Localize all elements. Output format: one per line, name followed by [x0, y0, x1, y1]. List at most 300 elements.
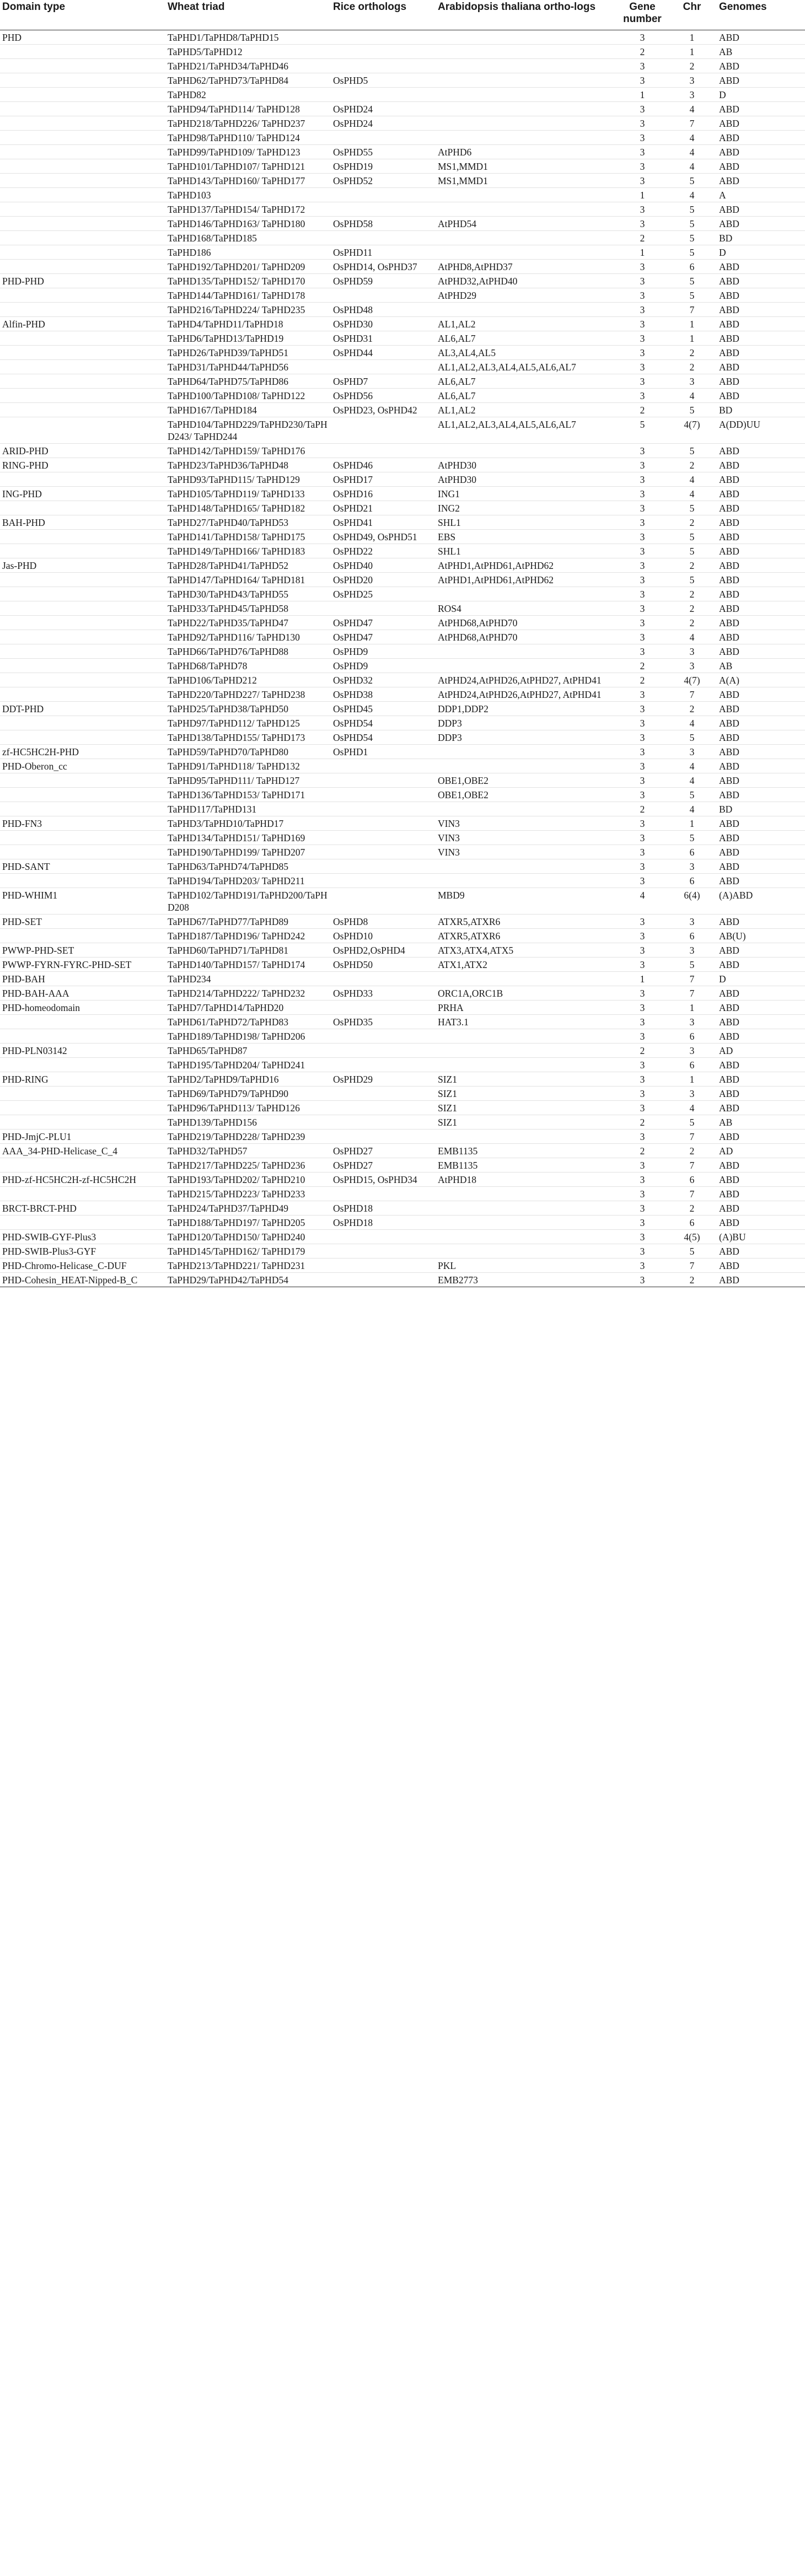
- cell-rice-orthologs: [331, 1230, 436, 1244]
- cell-gene-number: 3: [618, 73, 667, 88]
- table-row: [0, 245, 805, 260]
- cell-gene-number: 3: [618, 116, 667, 131]
- header-row: [0, 0, 805, 30]
- cell-genomes: D: [717, 972, 805, 986]
- cell-chr: 5: [667, 403, 717, 417]
- cell-wheat-triad: TaPHD94/TaPHD114/ TaPHD128: [165, 102, 331, 116]
- orthologs-table: [0, 0, 805, 1287]
- header-wheat-triad: Wheat triad: [165, 0, 331, 30]
- cell-gene-number: 3: [618, 145, 667, 159]
- cell-wheat-triad: TaPHD33/TaPHD45/TaPHD58: [165, 601, 331, 616]
- cell-genomes: ABD: [717, 759, 805, 773]
- table-row: [0, 389, 805, 403]
- cell-gene-number: 3: [618, 1015, 667, 1029]
- cell-gene-number: 2: [618, 1115, 667, 1130]
- cell-wheat-triad: TaPHD105/TaPHD119/ TaPHD133: [165, 487, 331, 501]
- cell-chr: 2: [667, 702, 717, 716]
- cell-rice-orthologs: OsPHD21: [331, 501, 436, 515]
- cell-rice-orthologs: OsPHD50: [331, 958, 436, 972]
- cell-genomes: ABD: [717, 260, 805, 274]
- cell-chr: 3: [667, 1015, 717, 1029]
- table-row: [0, 472, 805, 487]
- cell-rice-orthologs: OsPHD47: [331, 616, 436, 630]
- cell-domain-type: [0, 929, 165, 943]
- cell-domain-type: [0, 202, 165, 217]
- cell-domain-type: PHD-SANT: [0, 859, 165, 874]
- table-row: [0, 217, 805, 231]
- cell-gene-number: 3: [618, 458, 667, 472]
- cell-genomes: ABD: [717, 346, 805, 360]
- cell-domain-type: [0, 616, 165, 630]
- cell-chr: 4(7): [667, 673, 717, 687]
- cell-gene-number: 3: [618, 573, 667, 587]
- table-row: [0, 360, 805, 374]
- cell-arabidopsis-orthologs: [436, 1058, 618, 1072]
- cell-rice-orthologs: OsPHD27: [331, 1158, 436, 1173]
- cell-wheat-triad: TaPHD140/TaPHD157/ TaPHD174: [165, 958, 331, 972]
- cell-domain-type: PWWP-PHD-SET: [0, 943, 165, 958]
- cell-wheat-triad: TaPHD217/TaPHD225/ TaPHD236: [165, 1158, 331, 1173]
- cell-rice-orthologs: OsPHD38: [331, 687, 436, 702]
- table-row: [0, 943, 805, 958]
- cell-wheat-triad: TaPHD147/TaPHD164/ TaPHD181: [165, 573, 331, 587]
- cell-gene-number: 3: [618, 1072, 667, 1087]
- table-row: [0, 487, 805, 501]
- cell-chr: 1: [667, 1072, 717, 1087]
- cell-chr: 5: [667, 1244, 717, 1259]
- table-row: [0, 1115, 805, 1130]
- cell-chr: 2: [667, 616, 717, 630]
- cell-rice-orthologs: [331, 802, 436, 816]
- cell-domain-type: PHD: [0, 30, 165, 45]
- cell-genomes: ABD: [717, 943, 805, 958]
- table-row: [0, 773, 805, 788]
- cell-arabidopsis-orthologs: [436, 73, 618, 88]
- cell-arabidopsis-orthologs: AL1,AL2: [436, 317, 618, 331]
- cell-wheat-triad: TaPHD21/TaPHD34/TaPHD46: [165, 59, 331, 73]
- cell-chr: 6: [667, 874, 717, 888]
- cell-chr: 2: [667, 1144, 717, 1158]
- table-row: [0, 59, 805, 73]
- cell-wheat-triad: TaPHD117/TaPHD131: [165, 802, 331, 816]
- table-row: [0, 1072, 805, 1087]
- cell-wheat-triad: TaPHD102/TaPHD191/TaPHD200/TaPHD208: [165, 888, 331, 915]
- cell-gene-number: 3: [618, 159, 667, 174]
- cell-genomes: ABD: [717, 1216, 805, 1230]
- table-row: [0, 687, 805, 702]
- cell-rice-orthologs: OsPHD41: [331, 515, 436, 530]
- cell-rice-orthologs: OsPHD44: [331, 346, 436, 360]
- cell-rice-orthologs: [331, 1044, 436, 1058]
- cell-domain-type: [0, 331, 165, 346]
- cell-chr: 6(4): [667, 888, 717, 915]
- cell-gene-number: 3: [618, 487, 667, 501]
- cell-rice-orthologs: OsPHD11: [331, 245, 436, 260]
- cell-chr: 3: [667, 73, 717, 88]
- cell-domain-type: [0, 773, 165, 788]
- cell-genomes: ABD: [717, 687, 805, 702]
- cell-rice-orthologs: OsPHD54: [331, 716, 436, 730]
- cell-rice-orthologs: [331, 231, 436, 245]
- cell-arabidopsis-orthologs: [436, 745, 618, 759]
- header-chr: Chr: [667, 0, 717, 30]
- cell-arabidopsis-orthologs: [436, 245, 618, 260]
- cell-wheat-triad: TaPHD32/TaPHD57: [165, 1144, 331, 1158]
- cell-domain-type: [0, 472, 165, 487]
- cell-gene-number: 3: [618, 389, 667, 403]
- cell-rice-orthologs: OsPHD23, OsPHD42: [331, 403, 436, 417]
- cell-domain-type: [0, 831, 165, 845]
- cell-domain-type: [0, 102, 165, 116]
- table-row: [0, 1259, 805, 1273]
- cell-chr: 3: [667, 943, 717, 958]
- table-row: [0, 1173, 805, 1187]
- cell-wheat-triad: TaPHD2/TaPHD9/TaPHD16: [165, 1072, 331, 1087]
- cell-arabidopsis-orthologs: MS1,MMD1: [436, 174, 618, 188]
- cell-gene-number: 3: [618, 217, 667, 231]
- cell-gene-number: 3: [618, 346, 667, 360]
- table-row: [0, 859, 805, 874]
- cell-gene-number: 3: [618, 444, 667, 458]
- cell-wheat-triad: TaPHD137/TaPHD154/ TaPHD172: [165, 202, 331, 217]
- cell-genomes: ABD: [717, 472, 805, 487]
- cell-arabidopsis-orthologs: [436, 1029, 618, 1044]
- cell-wheat-triad: TaPHD168/TaPHD185: [165, 231, 331, 245]
- cell-domain-type: [0, 573, 165, 587]
- cell-domain-type: [0, 1087, 165, 1101]
- table-row: [0, 88, 805, 102]
- cell-genomes: ABD: [717, 1087, 805, 1101]
- cell-genomes: ABD: [717, 444, 805, 458]
- table-row: [0, 30, 805, 45]
- table-row: [0, 444, 805, 458]
- cell-genomes: BD: [717, 231, 805, 245]
- cell-domain-type: [0, 116, 165, 131]
- cell-chr: 2: [667, 558, 717, 573]
- cell-genomes: ABD: [717, 1029, 805, 1044]
- cell-chr: 4: [667, 131, 717, 145]
- cell-arabidopsis-orthologs: [436, 303, 618, 317]
- cell-arabidopsis-orthologs: PKL: [436, 1259, 618, 1273]
- cell-rice-orthologs: [331, 288, 436, 303]
- cell-arabidopsis-orthologs: ORC1A,ORC1B: [436, 986, 618, 1001]
- cell-rice-orthologs: [331, 1187, 436, 1201]
- table-row: [0, 145, 805, 159]
- cell-domain-type: PHD-BAH: [0, 972, 165, 986]
- cell-chr: 5: [667, 501, 717, 515]
- cell-arabidopsis-orthologs: VIN3: [436, 831, 618, 845]
- cell-rice-orthologs: OsPHD40: [331, 558, 436, 573]
- cell-arabidopsis-orthologs: PRHA: [436, 1001, 618, 1015]
- cell-gene-number: 1: [618, 972, 667, 986]
- cell-chr: 4: [667, 102, 717, 116]
- cell-genomes: ABD: [717, 360, 805, 374]
- cell-rice-orthologs: OsPHD19: [331, 159, 436, 174]
- table-row: [0, 530, 805, 544]
- cell-rice-orthologs: [331, 360, 436, 374]
- table-row: [0, 673, 805, 687]
- cell-genomes: ABD: [717, 530, 805, 544]
- cell-wheat-triad: TaPHD167/TaPHD184: [165, 403, 331, 417]
- table-row: [0, 188, 805, 202]
- cell-wheat-triad: TaPHD193/TaPHD202/ TaPHD210: [165, 1173, 331, 1187]
- cell-gene-number: 3: [618, 260, 667, 274]
- cell-arabidopsis-orthologs: [436, 102, 618, 116]
- cell-rice-orthologs: OsPHD49, OsPHD51: [331, 530, 436, 544]
- table-row: [0, 131, 805, 145]
- cell-domain-type: [0, 659, 165, 673]
- cell-rice-orthologs: [331, 1130, 436, 1144]
- cell-domain-type: zf-HC5HC2H-PHD: [0, 745, 165, 759]
- cell-gene-number: 3: [618, 845, 667, 859]
- cell-chr: 6: [667, 929, 717, 943]
- cell-arabidopsis-orthologs: DDP1,DDP2: [436, 702, 618, 716]
- cell-wheat-triad: TaPHD60/TaPHD71/TaPHD81: [165, 943, 331, 958]
- cell-genomes: ABD: [717, 874, 805, 888]
- cell-genomes: ABD: [717, 816, 805, 831]
- table-row: [0, 1029, 805, 1044]
- cell-genomes: ABD: [717, 174, 805, 188]
- cell-genomes: ABD: [717, 217, 805, 231]
- header-rice-orthologs: Rice orthologs: [331, 0, 436, 30]
- cell-rice-orthologs: [331, 59, 436, 73]
- table-row: [0, 802, 805, 816]
- table-row: [0, 45, 805, 59]
- cell-gene-number: 3: [618, 501, 667, 515]
- cell-chr: 6: [667, 845, 717, 859]
- cell-chr: 5: [667, 202, 717, 217]
- cell-gene-number: 3: [618, 1029, 667, 1044]
- cell-arabidopsis-orthologs: [436, 444, 618, 458]
- cell-gene-number: 3: [618, 131, 667, 145]
- cell-domain-type: [0, 389, 165, 403]
- cell-rice-orthologs: OsPHD5: [331, 73, 436, 88]
- cell-arabidopsis-orthologs: [436, 202, 618, 217]
- table-row: [0, 1058, 805, 1072]
- cell-gene-number: 1: [618, 245, 667, 260]
- cell-genomes: ABD: [717, 587, 805, 601]
- cell-chr: 5: [667, 730, 717, 745]
- cell-gene-number: 3: [618, 1187, 667, 1201]
- cell-domain-type: [0, 417, 165, 444]
- cell-domain-type: [0, 45, 165, 59]
- cell-wheat-triad: TaPHD190/TaPHD199/ TaPHD207: [165, 845, 331, 859]
- cell-domain-type: [0, 1015, 165, 1029]
- cell-gene-number: 3: [618, 1273, 667, 1287]
- cell-rice-orthologs: [331, 202, 436, 217]
- cell-chr: 5: [667, 288, 717, 303]
- cell-arabidopsis-orthologs: AL1,AL2,AL3,AL4,AL5,AL6,AL7: [436, 360, 618, 374]
- cell-arabidopsis-orthologs: [436, 1044, 618, 1058]
- cell-rice-orthologs: OsPHD18: [331, 1216, 436, 1230]
- cell-wheat-triad: TaPHD148/TaPHD165/ TaPHD182: [165, 501, 331, 515]
- cell-wheat-triad: TaPHD136/TaPHD153/ TaPHD171: [165, 788, 331, 802]
- table-row: [0, 745, 805, 759]
- cell-gene-number: 3: [618, 986, 667, 1001]
- cell-rice-orthologs: OsPHD14, OsPHD37: [331, 260, 436, 274]
- cell-rice-orthologs: [331, 1244, 436, 1259]
- cell-genomes: ABD: [717, 274, 805, 288]
- cell-genomes: ABD: [717, 1130, 805, 1144]
- cell-rice-orthologs: OsPHD45: [331, 702, 436, 716]
- cell-genomes: ABD: [717, 1273, 805, 1287]
- cell-genomes: A: [717, 188, 805, 202]
- cell-wheat-triad: TaPHD149/TaPHD166/ TaPHD183: [165, 544, 331, 558]
- cell-arabidopsis-orthologs: OBE1,OBE2: [436, 773, 618, 788]
- cell-genomes: ABD: [717, 544, 805, 558]
- cell-genomes: ABD: [717, 487, 805, 501]
- cell-rice-orthologs: [331, 1259, 436, 1273]
- cell-gene-number: 3: [618, 943, 667, 958]
- cell-chr: 4(7): [667, 417, 717, 444]
- cell-domain-type: BRCT-BRCT-PHD: [0, 1201, 165, 1216]
- table-row: [0, 616, 805, 630]
- cell-wheat-triad: TaPHD63/TaPHD74/TaPHD85: [165, 859, 331, 874]
- header-genomes: Genomes: [717, 0, 805, 30]
- table-row: [0, 659, 805, 673]
- cell-wheat-triad: TaPHD3/TaPHD10/TaPHD17: [165, 816, 331, 831]
- cell-domain-type: [0, 587, 165, 601]
- cell-arabidopsis-orthologs: AtPHD8,AtPHD37: [436, 260, 618, 274]
- cell-arabidopsis-orthologs: SIZ1: [436, 1072, 618, 1087]
- cell-arabidopsis-orthologs: [436, 659, 618, 673]
- cell-chr: 2: [667, 515, 717, 530]
- cell-wheat-triad: TaPHD68/TaPHD78: [165, 659, 331, 673]
- cell-genomes: ABD: [717, 515, 805, 530]
- cell-arabidopsis-orthologs: DDP3: [436, 716, 618, 730]
- cell-gene-number: 3: [618, 1244, 667, 1259]
- table-row: [0, 1044, 805, 1058]
- cell-rice-orthologs: [331, 845, 436, 859]
- table-row: [0, 888, 805, 915]
- header-gene-number: Gene number: [618, 0, 667, 30]
- cell-domain-type: PHD-FN3: [0, 816, 165, 831]
- table-row: [0, 331, 805, 346]
- cell-domain-type: ING-PHD: [0, 487, 165, 501]
- cell-wheat-triad: TaPHD146/TaPHD163/ TaPHD180: [165, 217, 331, 231]
- cell-gene-number: 3: [618, 202, 667, 217]
- cell-domain-type: RING-PHD: [0, 458, 165, 472]
- cell-chr: 1: [667, 317, 717, 331]
- cell-gene-number: 3: [618, 1259, 667, 1273]
- cell-arabidopsis-orthologs: EBS: [436, 530, 618, 544]
- cell-chr: 5: [667, 544, 717, 558]
- cell-domain-type: [0, 1187, 165, 1201]
- cell-genomes: ABD: [717, 389, 805, 403]
- cell-rice-orthologs: OsPHD10: [331, 929, 436, 943]
- cell-domain-type: PHD-Chromo-Helicase_C-DUF: [0, 1259, 165, 1273]
- cell-gene-number: 3: [618, 374, 667, 389]
- cell-arabidopsis-orthologs: HAT3.1: [436, 1015, 618, 1029]
- cell-arabidopsis-orthologs: [436, 802, 618, 816]
- cell-rice-orthologs: [331, 831, 436, 845]
- cell-wheat-triad: TaPHD22/TaPHD35/TaPHD47: [165, 616, 331, 630]
- cell-gene-number: 2: [618, 403, 667, 417]
- cell-chr: 7: [667, 116, 717, 131]
- cell-gene-number: 3: [618, 30, 667, 45]
- cell-arabidopsis-orthologs: [436, 972, 618, 986]
- cell-domain-type: [0, 131, 165, 145]
- cell-gene-number: 3: [618, 303, 667, 317]
- cell-rice-orthologs: [331, 1115, 436, 1130]
- cell-gene-number: 2: [618, 1144, 667, 1158]
- cell-genomes: ABD: [717, 1187, 805, 1201]
- cell-genomes: ABD: [717, 745, 805, 759]
- cell-wheat-triad: TaPHD187/TaPHD196/ TaPHD242: [165, 929, 331, 943]
- cell-wheat-triad: TaPHD66/TaPHD76/TaPHD88: [165, 644, 331, 659]
- cell-rice-orthologs: [331, 1087, 436, 1101]
- cell-wheat-triad: TaPHD106/TaPHD212: [165, 673, 331, 687]
- cell-genomes: ABD: [717, 458, 805, 472]
- cell-genomes: ABD: [717, 788, 805, 802]
- cell-domain-type: [0, 1058, 165, 1072]
- cell-chr: 4(5): [667, 1230, 717, 1244]
- cell-domain-type: PHD-zf-HC5HC2H-zf-HC5HC2H: [0, 1173, 165, 1187]
- cell-domain-type: Jas-PHD: [0, 558, 165, 573]
- cell-rice-orthologs: [331, 1029, 436, 1044]
- cell-arabidopsis-orthologs: [436, 231, 618, 245]
- cell-wheat-triad: TaPHD29/TaPHD42/TaPHD54: [165, 1273, 331, 1287]
- cell-wheat-triad: TaPHD220/TaPHD227/ TaPHD238: [165, 687, 331, 702]
- cell-arabidopsis-orthologs: AL6,AL7: [436, 389, 618, 403]
- table-row: [0, 1158, 805, 1173]
- cell-genomes: ABD: [717, 317, 805, 331]
- table-row: [0, 1244, 805, 1259]
- cell-genomes: ABD: [717, 601, 805, 616]
- table-row: [0, 1187, 805, 1201]
- cell-domain-type: [0, 217, 165, 231]
- cell-genomes: ABD: [717, 1015, 805, 1029]
- cell-wheat-triad: TaPHD95/TaPHD111/ TaPHD127: [165, 773, 331, 788]
- cell-rice-orthologs: [331, 1001, 436, 1015]
- cell-domain-type: [0, 673, 165, 687]
- cell-gene-number: 1: [618, 188, 667, 202]
- cell-wheat-triad: TaPHD194/TaPHD203/ TaPHD211: [165, 874, 331, 888]
- cell-domain-type: [0, 630, 165, 644]
- cell-chr: 4: [667, 145, 717, 159]
- cell-domain-type: [0, 1216, 165, 1230]
- cell-chr: 1: [667, 816, 717, 831]
- table-row: [0, 116, 805, 131]
- table-row: [0, 587, 805, 601]
- cell-arabidopsis-orthologs: [436, 88, 618, 102]
- cell-arabidopsis-orthologs: AL3,AL4,AL5: [436, 346, 618, 360]
- cell-chr: 3: [667, 374, 717, 389]
- cell-domain-type: [0, 845, 165, 859]
- cell-wheat-triad: TaPHD195/TaPHD204/ TaPHD241: [165, 1058, 331, 1072]
- cell-arabidopsis-orthologs: [436, 1130, 618, 1144]
- cell-arabidopsis-orthologs: AtPHD68,AtPHD70: [436, 616, 618, 630]
- cell-rice-orthologs: OsPHD56: [331, 389, 436, 403]
- cell-rice-orthologs: [331, 131, 436, 145]
- cell-chr: 1: [667, 45, 717, 59]
- table-body: [0, 30, 805, 1287]
- cell-gene-number: 3: [618, 874, 667, 888]
- cell-chr: 2: [667, 1201, 717, 1216]
- table-row: [0, 501, 805, 515]
- cell-gene-number: 3: [618, 587, 667, 601]
- table-row: [0, 630, 805, 644]
- cell-arabidopsis-orthologs: [436, 188, 618, 202]
- cell-chr: 7: [667, 303, 717, 317]
- cell-rice-orthologs: OsPHD25: [331, 587, 436, 601]
- cell-gene-number: 3: [618, 630, 667, 644]
- cell-domain-type: PHD-PLN03142: [0, 1044, 165, 1058]
- cell-wheat-triad: TaPHD23/TaPHD36/TaPHD48: [165, 458, 331, 472]
- cell-rice-orthologs: [331, 444, 436, 458]
- cell-wheat-triad: TaPHD24/TaPHD37/TaPHD49: [165, 1201, 331, 1216]
- cell-gene-number: 3: [618, 331, 667, 346]
